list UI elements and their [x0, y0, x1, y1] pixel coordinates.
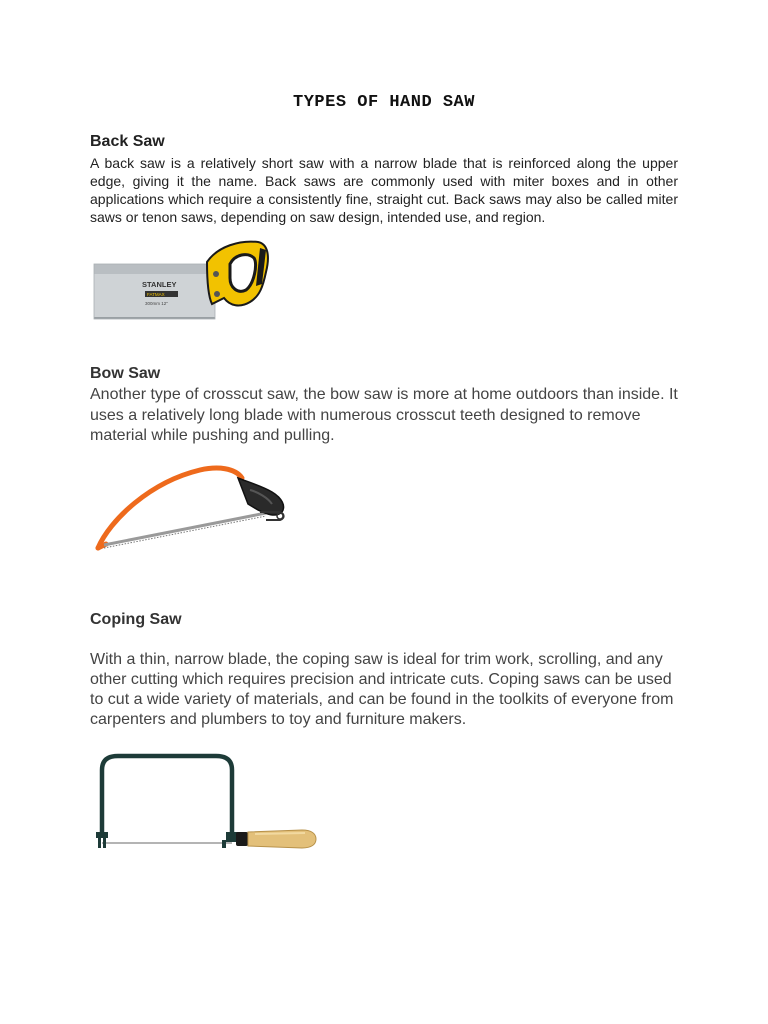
- back-saw-subbrand-text: FATMAX: [147, 292, 165, 297]
- coping-saw-image: [90, 748, 320, 853]
- back-saw-description: A back saw is a relatively short saw with a narrow blade that is reinforced along the upper edge, giving it the name. Back saws are commonly used with miter boxes and in other applications which require a consistently fine, straight cut. Back saws may also be called miter saws or tenon saws, depending on saw design, intended use, and region.: [90, 155, 678, 225]
- coping-saw-heading: Coping Saw: [90, 611, 182, 628]
- back-saw-brand-text: STANLEY: [142, 280, 177, 289]
- back-saw-image: [90, 234, 275, 344]
- back-saw-size-text: 300mm 12": [145, 301, 168, 306]
- page-title: TYPES OF HAND SAW: [293, 93, 475, 112]
- back-saw-heading: Back Saw: [90, 133, 165, 150]
- bow-saw-description: Another type of crosscut saw, the bow saw is more at home outdoors than inside. It uses a relatively long blade with numerous crosscut teeth designed to remove material while pushing and pulling.: [90, 386, 678, 444]
- bow-saw-heading: Bow Saw: [90, 365, 161, 382]
- bow-saw-image: [90, 460, 290, 555]
- coping-saw-description: With a thin, narrow blade, the coping saw is ideal for trim work, scrolling, and any other cutting which requires precision and intricate cuts. Coping saws can be used to cut a wide variety of materials, and can be found in the toolkits of everyone from carpenters and plumbers to toy and furniture makers.: [90, 651, 674, 728]
